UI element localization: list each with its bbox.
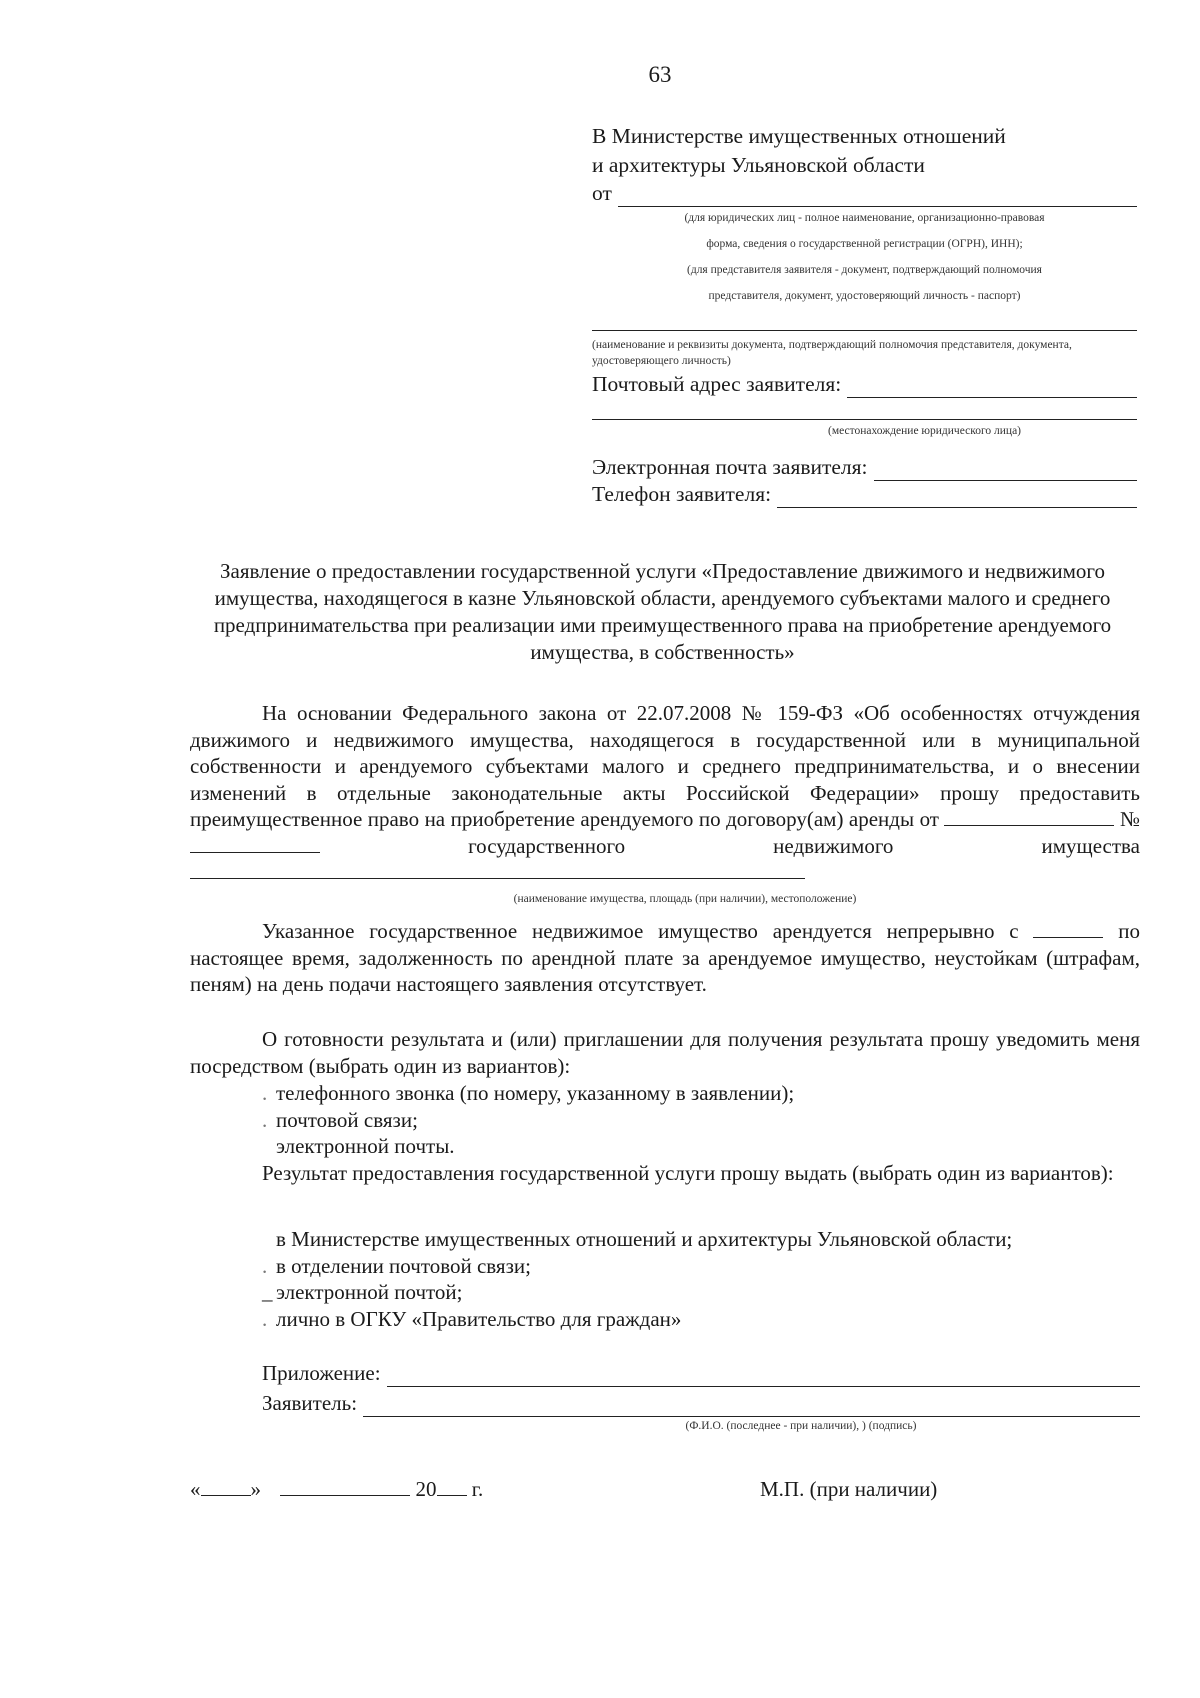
- year-prefix: 20: [415, 1477, 437, 1501]
- postal-address-label: Почтовый адрес заявителя:: [592, 372, 842, 396]
- postal-address-field[interactable]: [847, 377, 1137, 398]
- checkbox-mark[interactable]: .: [262, 1107, 268, 1132]
- year-field[interactable]: [437, 1477, 467, 1496]
- email-label: Электронная почта заявителя:: [592, 455, 868, 479]
- from-field[interactable]: [618, 186, 1137, 207]
- option-label: электронной почты.: [276, 1134, 455, 1158]
- checkbox-mark[interactable]: _: [262, 1280, 273, 1304]
- hint-property: (наименование имущества, площадь (при наличии), местоположение): [513, 893, 857, 905]
- attachment-field[interactable]: [387, 1366, 1140, 1387]
- hint-representative-document: (наименование и реквизиты документа, подтверждающий полномочия представителя, документа, удостоверяющего личность): [592, 339, 1072, 367]
- option-label: в отделении почтовой связи;: [276, 1253, 531, 1278]
- option-label: электронной почтой;: [276, 1280, 463, 1304]
- stamp-label: М.П. (при наличии): [760, 1477, 938, 1501]
- lease-date-field[interactable]: [944, 807, 1114, 826]
- checkbox-mark[interactable]: .: [262, 1306, 268, 1331]
- addressee-line-1: В Министерстве имущественных отношений: [592, 124, 1006, 148]
- date-quote-close: »: [250, 1477, 261, 1501]
- hint-applicant: (Ф.И.О. (последнее - при наличии), ) (подпись): [685, 1420, 917, 1432]
- from-row: [592, 180, 1137, 207]
- phone-label: Телефон заявителя:: [592, 482, 772, 506]
- hint-legal-entity-1: (для юридических лиц - полное наименование, организационно-правовая: [684, 212, 1045, 224]
- notification-text: О готовности результата и (или) приглашении для получения результата прошу уведомить меня посредством (выбрать один из вариантов):: [190, 1027, 1140, 1078]
- notification-option-post[interactable]: [190, 1107, 1140, 1134]
- legal-basis-text: На основании Федерального закона от 22.07.2008 № 159-ФЗ «Об особенностях отчуждения движимого и недвижимого имущества, находящегося в государственной или в муниципальной собственности и арендуемого субъектами малого и среднего предпринимательства, и о внесении изменений в отдельные законодательные акты Российской Федерации» прошу предоставить преимущественное право на приобретение арендуемого по договору(ам) аренды от: [190, 701, 1140, 831]
- paragraph-legal-basis: [190, 700, 1140, 886]
- hint-representative-2: представителя, документ, удостоверяющий личность - паспорт): [708, 290, 1021, 302]
- option-label: почтовой связи;: [276, 1107, 418, 1132]
- continuous-lease-rest: по настоящее время, задолженность по арендной плате за арендуемое имущество, неустойкам (штрафам, пеням) на день подачи настоящего заявления отсутствует.: [190, 919, 1141, 996]
- applicant-row: [190, 1390, 1140, 1435]
- month-field[interactable]: [280, 1477, 410, 1496]
- page-number: 63: [648, 62, 672, 87]
- result-option-in-person[interactable]: [190, 1306, 1140, 1333]
- result-option-ministry[interactable]: [190, 1226, 1140, 1253]
- option-label: в Министерстве имущественных отношений и архитектуры Ульяновской области;: [276, 1227, 1013, 1251]
- result-option-post-office[interactable]: [190, 1253, 1140, 1280]
- applicant-field[interactable]: [363, 1396, 1140, 1417]
- lease-number-field[interactable]: [190, 834, 320, 853]
- checkbox-mark[interactable]: .: [262, 1253, 268, 1278]
- attachment-row: [190, 1360, 1140, 1387]
- document-title: Заявление о предоставлении государственной услуги «Предоставление движимого и недвижимого имущества, находящегося в казне Ульяновской области, арендуемого субъектами малого и среднего предпринимательства при реализации ими преимущественного права на приобретение арендуемого имущества, в собственность»: [213, 559, 1112, 664]
- result-text: Результат предоставления государственной услуги прошу выдать (выбрать один из вариантов):: [262, 1161, 1114, 1185]
- paragraph-continuous-lease: [190, 918, 1140, 998]
- representative-document-field[interactable]: [592, 329, 1137, 331]
- addressee-block: [592, 122, 1137, 508]
- date-quote-open: «: [190, 1477, 201, 1501]
- email-row: [592, 454, 1137, 481]
- hint-legal-entity-2: форма, сведения о государственной регистрации (ОГРН), ИНН);: [706, 238, 1023, 250]
- phone-row: [592, 481, 1137, 508]
- notification-options: [190, 1080, 1140, 1160]
- postal-address-field-2[interactable]: [592, 418, 1137, 420]
- result-option-email[interactable]: [190, 1279, 1140, 1306]
- notification-option-phone[interactable]: [190, 1080, 1140, 1107]
- lease-since-field[interactable]: [1033, 919, 1103, 938]
- option-label: лично в ОГКУ «Правительство для граждан»: [276, 1306, 682, 1331]
- applicant-label: Заявитель:: [262, 1391, 358, 1415]
- paragraph-notification: [190, 1026, 1140, 1079]
- continuous-lease-start: Указанное государственное недвижимое имущество арендуется непрерывно с: [262, 919, 1019, 943]
- phone-field[interactable]: [777, 487, 1137, 508]
- date-signature-row: [190, 1476, 1140, 1503]
- hint-representative-1: (для представителя заявителя - документ, подтверждающий полномочия: [687, 264, 1042, 276]
- property-description-field[interactable]: [190, 860, 805, 879]
- result-options: [190, 1226, 1140, 1332]
- hint-location: (местонахождение юридического лица): [827, 425, 1022, 437]
- postal-address-row: [592, 371, 1137, 398]
- email-field[interactable]: [874, 460, 1137, 481]
- checkbox-mark[interactable]: .: [262, 1081, 268, 1105]
- option-label: телефонного звонка (по номеру, указанному в заявлении);: [276, 1081, 795, 1105]
- addressee-line-2: и архитектуры Ульяновской области: [592, 153, 925, 177]
- year-suffix: г.: [471, 1477, 484, 1501]
- day-field[interactable]: [201, 1477, 251, 1496]
- attachment-label: Приложение:: [262, 1361, 381, 1385]
- from-label: от: [592, 181, 612, 205]
- notification-option-email[interactable]: [190, 1133, 1140, 1160]
- paragraph-result: [190, 1160, 1140, 1187]
- legal-basis-tail: государственного недвижимого имущества: [468, 833, 1140, 858]
- number-sign: №: [1119, 807, 1140, 831]
